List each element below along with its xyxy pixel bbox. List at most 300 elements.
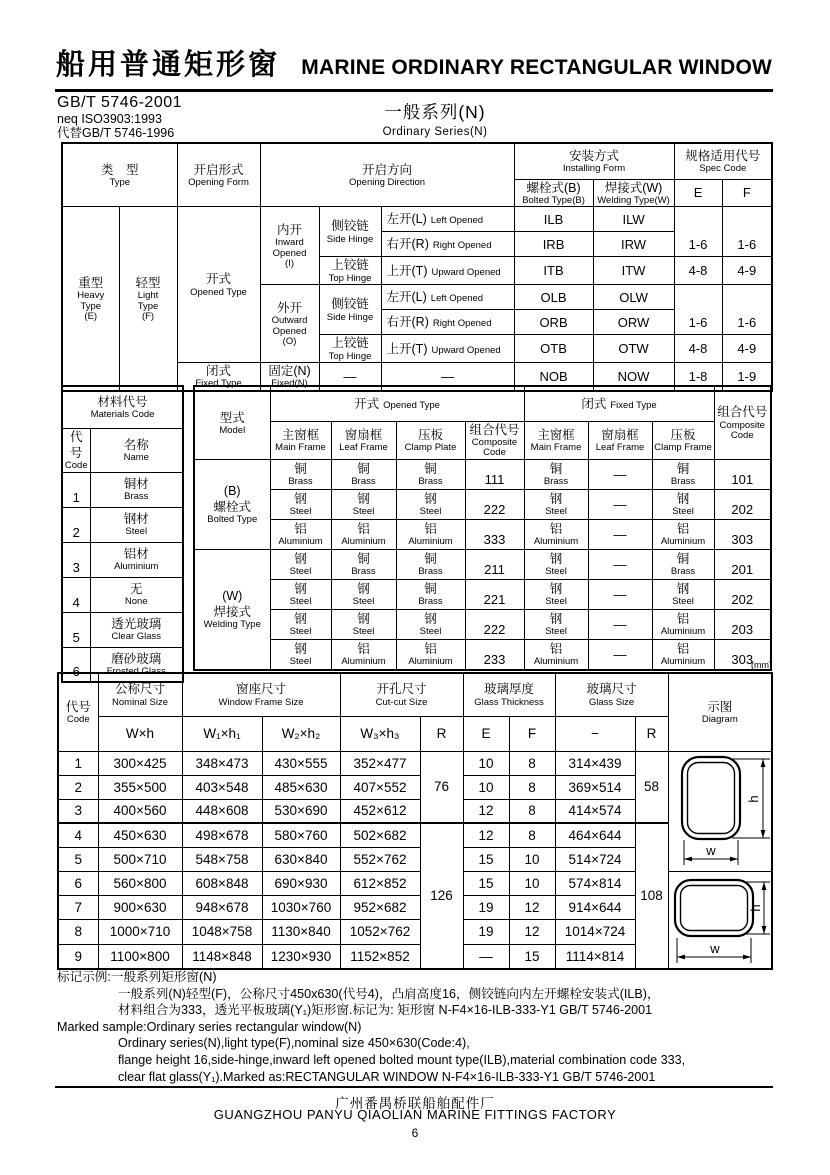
cell: 4-9 bbox=[722, 335, 772, 363]
cell: 12 bbox=[463, 823, 509, 847]
cell-text-en: Upward Opened bbox=[431, 344, 501, 356]
cell-text-cn: 铝 bbox=[294, 522, 307, 537]
cell: 201 bbox=[714, 550, 771, 580]
cell-text-en: Steel bbox=[352, 596, 375, 608]
cell-text-en: Heavy bbox=[77, 289, 105, 301]
cell-text-cn: 螺栓式(B) bbox=[526, 180, 581, 195]
cell-text-en: Brass bbox=[543, 476, 569, 488]
cell: 355×500 bbox=[98, 775, 182, 799]
cell bbox=[396, 520, 465, 550]
header-cell bbox=[331, 421, 396, 460]
cell-text-en: Welding Type bbox=[203, 619, 261, 631]
table-row bbox=[62, 207, 772, 232]
cell-text-en: Composite bbox=[719, 419, 765, 431]
cell: IRW bbox=[593, 232, 674, 257]
cell-text-cn: 类 型 bbox=[101, 162, 139, 177]
cell-text-cn: 钢 bbox=[549, 552, 563, 567]
table-row bbox=[194, 580, 771, 610]
cell bbox=[331, 580, 396, 610]
header-cell bbox=[177, 143, 260, 207]
note-line: 标记示例:一般系列矩形窗(N) bbox=[57, 970, 217, 984]
cell: 414×574 bbox=[555, 799, 635, 823]
cell: 202 bbox=[714, 490, 771, 520]
cell bbox=[270, 550, 331, 580]
cell-text-cn: 钢 bbox=[294, 552, 307, 567]
cell bbox=[668, 871, 772, 969]
cell-text-en: Aluminium bbox=[408, 656, 453, 668]
cell-text-cn: 上铰链 bbox=[331, 336, 369, 351]
header-cell bbox=[340, 673, 463, 716]
table-row bbox=[62, 612, 183, 647]
cell: 101 bbox=[714, 460, 771, 490]
cell: 203 bbox=[714, 610, 771, 640]
cell bbox=[396, 610, 465, 640]
cell-text-cn: 窗座尺寸 bbox=[235, 682, 286, 697]
cell: 1148×848 bbox=[182, 944, 262, 968]
header-cell: R bbox=[635, 716, 668, 751]
cell-text-cn: 铜 bbox=[357, 462, 370, 477]
standard-equivalence: neq ISO3903:1993 bbox=[57, 111, 162, 126]
cell bbox=[396, 550, 465, 580]
cell-text-en: Brass bbox=[124, 491, 149, 503]
cell-text-cn: 示图 bbox=[707, 699, 733, 714]
cell: 1-6 bbox=[674, 207, 722, 257]
cell: 300×425 bbox=[98, 751, 182, 775]
cell-text-en: Nominal Size bbox=[112, 696, 168, 708]
cell-text-cn: 材料代号 bbox=[97, 394, 148, 409]
cell bbox=[396, 490, 465, 520]
cell-text-cn: (W) bbox=[222, 588, 243, 603]
cell: 1114×814 bbox=[555, 944, 635, 968]
window-inner-frame bbox=[687, 763, 734, 834]
cell-text-en: Leaf Frame bbox=[595, 442, 645, 454]
header-cell bbox=[62, 143, 177, 207]
standard-block bbox=[57, 95, 182, 140]
cell: 548×758 bbox=[182, 847, 262, 871]
cell bbox=[381, 232, 514, 257]
cell-text-cn: 钢 bbox=[549, 612, 563, 627]
cell: 1052×762 bbox=[340, 920, 420, 944]
cell: OLW bbox=[593, 285, 674, 310]
cell bbox=[331, 490, 396, 520]
cell-text-cn: 公称尺寸 bbox=[114, 682, 165, 697]
cell: 76 bbox=[420, 751, 463, 823]
header-cell bbox=[588, 421, 652, 460]
cell-text-cn: 铝 bbox=[424, 522, 437, 537]
cell-text-cn: 铝 bbox=[676, 522, 690, 537]
cell-text-en: Light bbox=[137, 289, 159, 301]
table-header-row bbox=[62, 428, 183, 472]
cell: OTB bbox=[514, 335, 593, 363]
header-cell: − bbox=[555, 716, 635, 751]
cell: 630×840 bbox=[262, 847, 340, 871]
cell: 430×555 bbox=[262, 751, 340, 775]
cell bbox=[319, 285, 381, 335]
cell-text-cn: 焊接式(W) bbox=[604, 180, 663, 195]
header-cell bbox=[270, 386, 524, 421]
cell-text-cn: 钢 bbox=[294, 492, 307, 507]
cell bbox=[177, 207, 260, 363]
cell-text-en: Opened Type bbox=[383, 399, 440, 411]
note-line: Ordinary series(N),light type(F),nominal size 450×630(Code:4), bbox=[118, 1036, 470, 1051]
header-cell bbox=[674, 143, 772, 179]
cell: 407×552 bbox=[340, 775, 420, 799]
unit-note-mm: (mm) bbox=[751, 660, 772, 670]
cell: ILW bbox=[593, 207, 674, 232]
cell-text-en: Code bbox=[730, 430, 754, 442]
cell-text-en: Side Hinge bbox=[326, 233, 374, 245]
cell: 111 bbox=[465, 460, 524, 490]
cell-text-en: Fixed Type bbox=[195, 378, 242, 390]
cell bbox=[652, 550, 714, 580]
cell-text-en: Left Opened bbox=[430, 293, 484, 305]
cell-text-en: Aluminium bbox=[533, 656, 579, 668]
cell-text-cn: 左开(L) bbox=[386, 212, 427, 227]
cell-text-en: Opening Direction bbox=[349, 177, 426, 188]
cell-text-en: Leaf Frame bbox=[339, 442, 388, 454]
cell: 12 bbox=[509, 920, 555, 944]
cell-text-en: Brass bbox=[418, 596, 443, 608]
cell-text-cn: 窗扇框 bbox=[344, 427, 383, 442]
header-cell: E bbox=[674, 179, 722, 207]
cell-text-cn: 螺栓式 bbox=[213, 500, 251, 515]
cell: 19 bbox=[463, 920, 509, 944]
cell-text-cn: 透光玻璃 bbox=[111, 617, 162, 632]
header-cell bbox=[260, 143, 514, 207]
cell bbox=[331, 520, 396, 550]
cell-text-en: Aluminium bbox=[114, 561, 159, 573]
cell-text-cn: 重型 bbox=[78, 275, 104, 290]
table-row bbox=[62, 542, 183, 577]
cell: 348×473 bbox=[182, 751, 262, 775]
cell: — bbox=[588, 460, 652, 490]
cell: — bbox=[463, 944, 509, 968]
cell: — bbox=[588, 550, 652, 580]
cell-text-cn: 磨砂玻璃 bbox=[111, 651, 162, 666]
cell bbox=[319, 207, 381, 257]
series-heading bbox=[310, 99, 560, 138]
header-cell bbox=[555, 673, 668, 716]
cell-text-cn: 代号 bbox=[69, 429, 83, 460]
cell-text-cn: 铝 bbox=[549, 641, 563, 656]
cell-text-en: Aluminium bbox=[408, 536, 453, 548]
header-cell bbox=[514, 143, 674, 179]
header-cell bbox=[270, 421, 331, 460]
cell-text-cn: 钢 bbox=[294, 641, 307, 656]
cell: 19 bbox=[463, 895, 509, 919]
cell-text-en: Aluminium bbox=[660, 536, 706, 548]
cell-text-en: Opened Type bbox=[190, 286, 247, 298]
type-opening-spec-table bbox=[61, 142, 773, 392]
header-cell bbox=[465, 421, 524, 460]
cell-text-en: Aluminium bbox=[278, 536, 323, 548]
cell-text-cn: 铜 bbox=[357, 552, 370, 567]
cell: 448×608 bbox=[182, 799, 262, 823]
cell: 6 bbox=[62, 647, 90, 682]
cell bbox=[381, 335, 514, 363]
page-title-chinese: 船用普通矩形窗 bbox=[56, 49, 281, 81]
cell: 498×678 bbox=[182, 823, 262, 847]
cell bbox=[319, 257, 381, 285]
cell: OLB bbox=[514, 285, 593, 310]
cell bbox=[524, 610, 588, 640]
cell-text-cn: 钢 bbox=[549, 582, 563, 597]
cell: 514×724 bbox=[555, 847, 635, 871]
cell: ORW bbox=[593, 310, 674, 335]
cell bbox=[381, 285, 514, 310]
cell-text-en: Frosted Glass bbox=[106, 666, 166, 678]
cell bbox=[90, 612, 183, 647]
cell-text-cn: 铜 bbox=[676, 552, 690, 567]
cell-text-en: Code bbox=[64, 460, 88, 471]
cell: 948×678 bbox=[182, 895, 262, 919]
table-row bbox=[194, 490, 771, 520]
cell-text-en: Model bbox=[219, 424, 246, 436]
cell: 900×630 bbox=[98, 895, 182, 919]
cell bbox=[270, 580, 331, 610]
cell: 952×682 bbox=[340, 895, 420, 919]
cell: 1030×760 bbox=[262, 895, 340, 919]
cell: 452×612 bbox=[340, 799, 420, 823]
cell: 8 bbox=[509, 823, 555, 847]
cell bbox=[260, 285, 319, 363]
cell bbox=[668, 751, 772, 871]
cell: 500×710 bbox=[98, 847, 182, 871]
cell: 303 bbox=[714, 520, 771, 550]
header-cell bbox=[194, 386, 270, 460]
cell-text-en: Main Frame bbox=[530, 442, 582, 454]
cell: 1100×800 bbox=[98, 944, 182, 968]
cell-text-en: Steel bbox=[352, 626, 375, 638]
cell-text-en: Steel bbox=[419, 506, 442, 518]
cell bbox=[524, 580, 588, 610]
cell-text-cn: 钢材 bbox=[123, 512, 149, 527]
cell-text-en: Cut-cut Size bbox=[375, 696, 428, 708]
cell: 1 bbox=[58, 751, 98, 775]
cell-text-en: Glass Thickness bbox=[474, 696, 544, 708]
cell: 580×760 bbox=[262, 823, 340, 847]
cell-text-en: Outward bbox=[271, 314, 308, 326]
cell-text-en: Right Opened bbox=[432, 318, 492, 330]
note-line: flange height 16,side-hinge,inward left opened bolted mount type(ILB),material combination code 333, bbox=[118, 1052, 686, 1067]
cell-text-cn: 闭式 bbox=[206, 364, 232, 379]
cell: — bbox=[381, 363, 514, 391]
cell: 126 bbox=[420, 823, 463, 969]
cell: 221 bbox=[465, 580, 524, 610]
cell bbox=[331, 460, 396, 490]
page-title-english: MARINE ORDINARY RECTANGULAR WINDOW bbox=[301, 56, 772, 79]
cell-text-cn: 开孔尺寸 bbox=[376, 682, 427, 697]
cell-text-cn: 右开(R) bbox=[386, 237, 429, 252]
cell-text-en: None bbox=[124, 596, 148, 608]
width-dimension-label: w bbox=[709, 940, 720, 956]
cell bbox=[652, 460, 714, 490]
cell: 1-6 bbox=[722, 285, 772, 335]
cell: 108 bbox=[635, 823, 668, 969]
cell bbox=[90, 577, 183, 612]
cell bbox=[270, 610, 331, 640]
cell: 8 bbox=[509, 775, 555, 799]
window-outer-frame bbox=[675, 880, 753, 936]
cell: 914×644 bbox=[555, 895, 635, 919]
table-row bbox=[62, 577, 183, 612]
cell-text-cn: 压板 bbox=[670, 427, 696, 442]
cell-text-en: Clamp Plate bbox=[404, 442, 457, 454]
table-row bbox=[58, 823, 772, 847]
cell-text-cn: 窗扇框 bbox=[601, 427, 639, 442]
window-inner-frame bbox=[680, 885, 747, 930]
cell bbox=[62, 207, 119, 391]
note-line: Marked sample:Ordinary series rectangular window(N) bbox=[57, 1019, 362, 1034]
table-row bbox=[62, 507, 183, 542]
cell: 4 bbox=[58, 823, 98, 847]
cell: 4-9 bbox=[722, 257, 772, 285]
cell: 1152×852 bbox=[340, 944, 420, 968]
cell: 222 bbox=[465, 610, 524, 640]
cell: 5 bbox=[58, 847, 98, 871]
cell-text-en: Spec Code bbox=[699, 163, 747, 175]
cell: 15 bbox=[463, 871, 509, 895]
cell-text-en: Side Hinge bbox=[326, 311, 374, 323]
cell-text-en: Opened bbox=[272, 247, 307, 259]
header-cell bbox=[182, 673, 340, 716]
header-cell bbox=[524, 386, 714, 421]
cell-text-en: Clear Glass bbox=[111, 631, 162, 643]
cell-text-en: Top Hinge bbox=[328, 272, 372, 284]
cell: 400×560 bbox=[98, 799, 182, 823]
cell: 1130×840 bbox=[262, 920, 340, 944]
cell-text-cn: 右开(R) bbox=[386, 315, 429, 330]
header-cell bbox=[524, 421, 588, 460]
cell-text-cn: 闭式 bbox=[581, 396, 607, 411]
header-cell bbox=[58, 673, 98, 751]
cell: NOW bbox=[593, 363, 674, 391]
cell-text-en: Window Frame Size bbox=[218, 696, 304, 708]
cell: 1-9 bbox=[722, 363, 772, 391]
cell bbox=[381, 310, 514, 335]
cell-text-en: Fixed(N) bbox=[271, 378, 308, 390]
cell-text-en: Brass bbox=[288, 476, 313, 488]
header-cell bbox=[714, 386, 771, 460]
cell-text-cn: 铜 bbox=[676, 462, 690, 477]
cell: — bbox=[319, 363, 381, 391]
cell-text-cn: 固定(N) bbox=[268, 364, 311, 379]
cell: 450×630 bbox=[98, 823, 182, 847]
cell-text-cn: 上开(T) bbox=[386, 263, 428, 278]
cell bbox=[90, 507, 183, 542]
cell-text-en: Steel bbox=[545, 506, 567, 518]
cell-text-en: Brass bbox=[351, 566, 376, 578]
cell bbox=[90, 472, 183, 507]
cell bbox=[396, 460, 465, 490]
cell-text-cn: 钢 bbox=[294, 612, 307, 627]
width-dimension-label: w bbox=[705, 843, 716, 858]
cell-text-cn: 轻型 bbox=[135, 275, 161, 290]
cell bbox=[652, 490, 714, 520]
cell-text-en: Aluminium bbox=[341, 656, 386, 668]
header-cell: W₁×h₁ bbox=[182, 716, 262, 751]
cell: 8 bbox=[58, 920, 98, 944]
cell-text-en: Code bbox=[483, 447, 506, 459]
cell-text-en: (F) bbox=[141, 311, 155, 323]
cell: 333 bbox=[465, 520, 524, 550]
header-cell bbox=[652, 421, 714, 460]
cell-text-en: Steel bbox=[289, 656, 312, 668]
cell: 10 bbox=[463, 751, 509, 775]
cell: 3 bbox=[58, 799, 98, 823]
cell-text-en: Main Frame bbox=[275, 442, 326, 454]
cell-text-cn: 玻璃尺寸 bbox=[586, 682, 637, 697]
cell: ITB bbox=[514, 257, 593, 285]
cell bbox=[194, 460, 270, 550]
cell-text-en: (I) bbox=[285, 258, 294, 270]
cell-text-en: Bolted Type(B) bbox=[522, 194, 585, 206]
cell: 369×514 bbox=[555, 775, 635, 799]
cell-text-cn: 开式 bbox=[354, 396, 380, 411]
cell-text-cn: 开启形式 bbox=[193, 162, 244, 177]
cell-text-cn: 压板 bbox=[417, 427, 443, 442]
cell-text-en: Steel bbox=[289, 566, 312, 578]
factory-name-english: GUANGZHOU PANYU QIAOLIAN MARINE FITTINGS FACTORY bbox=[213, 1107, 617, 1122]
note-line: clear flat glass(Y₁).Marked as:RECTANGULAR WINDOW N-F4×16-ILB-333-Y1 GB/T 5746-2001 bbox=[118, 1069, 656, 1084]
cell: 10 bbox=[509, 871, 555, 895]
header-cell bbox=[668, 673, 772, 751]
cell: 560×800 bbox=[98, 871, 182, 895]
cell bbox=[260, 207, 319, 285]
cell-text-en: Type bbox=[137, 300, 159, 312]
cell-text-en: Brass bbox=[418, 566, 443, 578]
cell: 15 bbox=[509, 944, 555, 968]
cell-text-en: (O) bbox=[282, 336, 297, 348]
cell: 574×814 bbox=[555, 871, 635, 895]
cell: 485×630 bbox=[262, 775, 340, 799]
window-diagram-landscape bbox=[670, 872, 772, 968]
cell: 464×644 bbox=[555, 823, 635, 847]
cell bbox=[270, 520, 331, 550]
cell-text-cn: 主窗框 bbox=[537, 427, 575, 442]
cell bbox=[524, 520, 588, 550]
header-cell: W×h bbox=[98, 716, 182, 751]
cell-text-en: Brass bbox=[670, 566, 696, 578]
table-header-row bbox=[194, 421, 771, 460]
cell: 4-8 bbox=[674, 335, 722, 363]
cell-text-en: Steel bbox=[289, 506, 312, 518]
cell bbox=[319, 335, 381, 363]
series-title-chinese: 一般系列(N) bbox=[384, 102, 486, 122]
cell: 233 bbox=[465, 640, 524, 670]
cell: 403×548 bbox=[182, 775, 262, 799]
cell: 4 bbox=[62, 577, 90, 612]
cell-text-cn: 钢 bbox=[357, 582, 370, 597]
cell-text-cn: 安装方式 bbox=[569, 148, 620, 163]
cell-text-cn: 铜材 bbox=[123, 477, 149, 492]
header-cell bbox=[593, 179, 674, 207]
cell-text-cn: 左开(L) bbox=[386, 290, 427, 305]
cell-text-cn: 铜 bbox=[424, 582, 437, 597]
cell: 202 bbox=[714, 580, 771, 610]
cell bbox=[396, 640, 465, 670]
cell: 690×930 bbox=[262, 871, 340, 895]
cell-text-cn: 焊接式 bbox=[213, 604, 251, 619]
footer-rule bbox=[55, 1086, 773, 1088]
cell-text-en: Right Opened bbox=[432, 240, 492, 252]
cell-text-en: Welding Type(W) bbox=[597, 194, 670, 206]
cell-text-cn: 玻璃厚度 bbox=[484, 682, 535, 697]
cell: 608×848 bbox=[182, 871, 262, 895]
cell-text-cn: 钢 bbox=[676, 492, 690, 507]
cell bbox=[270, 460, 331, 490]
cell-text-en: Left Opened bbox=[430, 215, 484, 227]
